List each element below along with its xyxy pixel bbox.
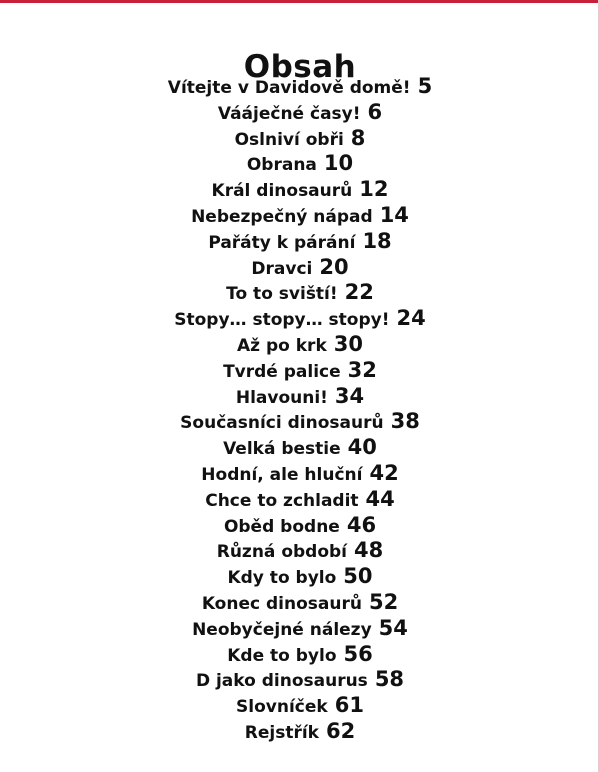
toc-entry-page-number: 42 <box>369 460 399 485</box>
toc-entry-page-number: 50 <box>343 564 373 589</box>
toc-entry-page-number: 8 <box>350 125 366 150</box>
toc-entry-page-number: 48 <box>354 538 384 563</box>
toc-entry-page-number: 40 <box>347 435 377 460</box>
toc-entry <box>0 616 600 642</box>
toc-entry-page-number: 32 <box>347 357 377 382</box>
toc-entry-title: Chce to zchladit <box>205 490 359 511</box>
toc-entry-title: Obrana <box>246 155 317 176</box>
toc-entry-title: Hodní, ale hluční <box>201 464 363 485</box>
toc-entry <box>0 358 600 384</box>
toc-entry <box>0 177 600 203</box>
toc-entry-title: Konec dinosaurů <box>201 593 362 614</box>
toc-entry <box>0 564 600 590</box>
toc-entry <box>0 332 600 358</box>
toc-entry <box>0 384 600 410</box>
toc-entry-page-number: 30 <box>333 331 363 356</box>
toc-entry-title: Oslniví obři <box>234 129 344 150</box>
toc-entry <box>0 590 600 616</box>
toc-entry <box>0 461 600 487</box>
page-edge-top <box>0 0 600 3</box>
toc-entry-title: Tvrdé palice <box>223 361 341 382</box>
toc-entry-page-number: 44 <box>365 486 395 511</box>
toc-entry <box>0 538 600 564</box>
toc-entry-page-number: 22 <box>344 280 374 305</box>
toc-entry-page-number: 58 <box>374 667 405 692</box>
toc-entry <box>0 487 600 513</box>
toc-entry-page-number: 6 <box>367 99 383 124</box>
toc-entry-title: Král dinosaurů <box>211 181 353 202</box>
toc-entry-page-number: 56 <box>343 641 373 666</box>
toc-entry <box>0 229 600 255</box>
toc-entry-title: Kdy to bylo <box>227 568 337 589</box>
toc-entry-title: Slovníček <box>236 697 328 718</box>
toc-entry-title: Neobyčejné nálezy <box>192 619 372 640</box>
toc-entry <box>0 203 600 229</box>
toc-entry-title: Současníci dinosaurů <box>180 413 384 434</box>
toc-entry-page-number: 52 <box>368 589 399 614</box>
toc-entry <box>0 667 600 693</box>
toc-entry-title: To to sviští! <box>226 284 338 305</box>
toc-entry-page-number: 24 <box>396 306 426 331</box>
toc-entry-title: D jako dinosaurus <box>195 671 368 692</box>
toc-entry-title: Pařáty k párání <box>208 232 356 253</box>
toc-entry <box>0 255 600 281</box>
toc-entry-page-number: 5 <box>417 74 433 98</box>
table-of-contents <box>0 74 600 745</box>
toc-entry <box>0 74 600 100</box>
toc-entry <box>0 280 600 306</box>
toc-entry-page-number: 12 <box>359 177 389 202</box>
toc-entry-title: Dravci <box>251 258 313 279</box>
toc-entry-page-number: 54 <box>378 615 408 640</box>
toc-entry-page-number: 14 <box>379 202 409 227</box>
toc-entry <box>0 126 600 152</box>
toc-entry-page-number: 34 <box>334 383 365 408</box>
toc-entry <box>0 435 600 461</box>
toc-entry-page-number: 62 <box>325 718 356 743</box>
toc-entry-page-number: 38 <box>390 409 420 434</box>
toc-entry-title: Rejstřík <box>244 722 319 743</box>
page-title: Obsah <box>243 48 357 85</box>
toc-entry-title: Různá období <box>216 542 348 563</box>
toc-entry-page-number: 20 <box>319 254 349 279</box>
toc-entry-page-number: 46 <box>346 512 377 537</box>
toc-entry <box>0 642 600 668</box>
toc-entry-title: Nebezpečný nápad <box>191 206 373 227</box>
toc-entry <box>0 513 600 539</box>
toc-entry-title: Stopy… stopy… stopy! <box>174 310 390 331</box>
toc-entry <box>0 306 600 332</box>
toc-entry <box>0 693 600 719</box>
toc-entry <box>0 151 600 177</box>
toc-entry-title: Velká bestie <box>223 439 341 460</box>
toc-entry-title: Hlavouni! <box>235 387 328 408</box>
toc-entry <box>0 100 600 126</box>
toc-entry-title: Až po krk <box>237 335 327 356</box>
toc-entry-page-number: 18 <box>362 228 392 253</box>
toc-entry-page-number: 61 <box>334 693 364 718</box>
toc-entry-title: Kde to bylo <box>227 645 337 666</box>
toc-entry-title: Vítejte v Davidově domě! <box>167 78 411 98</box>
toc-entry-page-number: 10 <box>323 151 354 176</box>
toc-entry <box>0 719 600 745</box>
toc-entry-title: Vááječné časy! <box>217 103 361 124</box>
toc-entry-title: Oběd bodne <box>223 516 340 537</box>
toc-entry <box>0 409 600 435</box>
